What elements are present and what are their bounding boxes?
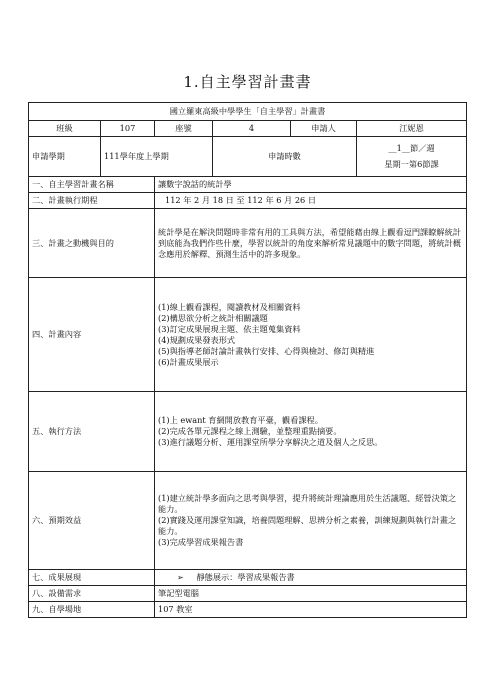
method-row	[29, 392, 467, 472]
form-header: 國立羅東高級中學學生「自主學習」計畫書	[29, 103, 467, 121]
plan-name-value: 讓數字說話的統計學	[155, 177, 467, 193]
benefit-label: 六、預期效益	[29, 472, 155, 570]
location-label: 九、自學場地	[29, 602, 155, 618]
method-label: 五、執行方法	[29, 392, 155, 472]
method-item: (2)完成各單元課程之線上測驗，並整理重點摘要。	[158, 426, 342, 437]
result-value-cell	[155, 570, 467, 586]
form-header-row	[29, 103, 467, 121]
benefit-row	[29, 472, 467, 570]
class-value: 107	[101, 121, 155, 137]
method-item: (1)上 ewant 育網開放教育平臺，觀看課程。	[158, 415, 323, 426]
benefit-list	[155, 472, 467, 570]
applicant-value: 江妮恩	[357, 121, 467, 137]
period-label: 二、計畫執行期程	[29, 193, 155, 209]
content-item: (3)訂定成果展現主題、依主題蒐集資料	[158, 323, 301, 334]
content-item: (4)規劃成果發表形式	[158, 334, 236, 345]
motivation-text: 統計學是在解決問題時非常有用的工具與方法，希望能藉由線上觀看逗門課瞭解統計到底能為我們作些什麼，學習以統計的角度來解析常見議題中的數字問題，將統計概念應用於解釋、預測生活中的許多現象。	[155, 209, 467, 278]
hours-value	[357, 137, 467, 177]
application-form	[28, 102, 467, 618]
document-title: 1.自主學習計畫書	[183, 73, 312, 91]
content-item: (5)與指導老師討論計畫執行安排、心得與檢討、修訂與精進	[158, 345, 375, 356]
benefit-item: (2)實踐及運用課堂知識，培養問題理解、思辨分析之素養，訓練規劃與執行計畫之能力。	[158, 515, 457, 537]
method-item: (3)進行議題分析、運用課堂所學分享解決之道及個人之反思。	[158, 437, 383, 448]
method-list	[155, 392, 467, 472]
arrow-bullet-icon: ➢	[177, 572, 184, 583]
hours-label: 申請時數	[213, 137, 357, 177]
semester-value: 111學年度上學期	[101, 137, 213, 177]
period-value: 112 年 2 月 18 日 至 112 年 6 月 26 日	[155, 193, 467, 209]
motivation-label: 三、計畫之動機與目的	[29, 209, 155, 278]
seat-value: 4	[213, 121, 291, 137]
content-item: (2)構思欲分析之統計相關議題	[158, 312, 268, 323]
result-value: 靜態展示：學習成果報告書	[196, 572, 295, 583]
content-item: (1)線上觀看課程，閱讀教材及相關資料	[158, 301, 301, 312]
content-list	[155, 278, 467, 392]
benefit-item: (3)完成學習成果報告書	[158, 537, 244, 548]
location-row	[29, 602, 467, 618]
plan-name-row	[29, 177, 467, 193]
benefit-item: (1)建立統計學多面向之思考與學習，提升將統計理論應用於生活議題、經營決策之能力。	[158, 493, 457, 515]
plan-name-label: 一、自主學習計畫名稱	[29, 177, 155, 193]
period-row	[29, 193, 467, 209]
hours-schedule: 星期一第6節課	[384, 159, 439, 170]
semester-row	[29, 137, 467, 177]
location-value: 107 教室	[155, 602, 467, 618]
result-label: 七、成果展現	[29, 570, 155, 586]
content-label: 四、計畫內容	[29, 278, 155, 392]
equipment-label: 八、設備需求	[29, 586, 155, 602]
class-row	[29, 121, 467, 137]
result-row	[29, 570, 467, 586]
hours-per-week: __1__節／週	[388, 143, 435, 153]
class-label: 班級	[29, 121, 101, 137]
applicant-label: 申請人	[291, 121, 357, 137]
content-item: (6)計畫成果展示	[158, 356, 219, 367]
seat-label: 座號	[155, 121, 213, 137]
content-row	[29, 278, 467, 392]
equipment-value: 筆記型電腦	[155, 586, 467, 602]
motivation-row	[29, 209, 467, 278]
equipment-row	[29, 586, 467, 602]
semester-label: 申請學期	[29, 137, 101, 177]
